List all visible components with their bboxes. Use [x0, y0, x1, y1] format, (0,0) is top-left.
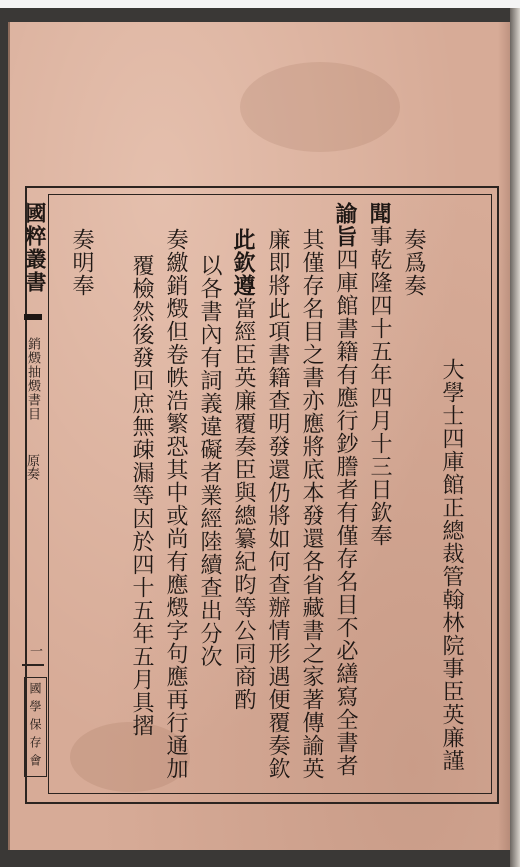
column-text: 奏明奉: [69, 228, 94, 297]
text-column-11: [70, 228, 92, 297]
section-title: 原奏: [24, 454, 39, 480]
fish-tail-mark: [24, 314, 42, 320]
paper-stain: [240, 62, 400, 152]
scan-right-edge: [510, 8, 520, 867]
column-text: 覆檢然後發回庶無疎漏等因於四十五年五月具摺: [129, 254, 154, 737]
column-text: 其僅存名目之書亦應將底本發還各省藏書之家著傳諭英: [299, 228, 324, 780]
elevated-term: 諭旨: [332, 202, 358, 248]
scan-top-border: [0, 0, 520, 8]
text-column-5: [300, 228, 322, 780]
text-column-3: [368, 202, 390, 547]
text-column-8: [198, 254, 220, 668]
text-column-4: [334, 202, 356, 777]
text-column-zou-wei: [402, 228, 424, 297]
series-title: 國粹叢書: [23, 202, 48, 294]
text-column-9: [164, 228, 186, 780]
column-text: 以各書內有詞義違礙者業經陸續查出分次: [197, 254, 222, 668]
column-text: 事乾隆四十五年四月十三日欽奉: [367, 225, 392, 547]
column-text: 大學士四庫館正總裁管翰林院事臣英廉謹: [439, 358, 464, 772]
book-title: 銷燬抽燬書目: [25, 337, 40, 421]
column-text: 廉即將此項書籍查明發還仍將如何查辦情形遇便覆奏欽: [265, 228, 290, 780]
column-text: 奏繳銷燬但卷帙浩繁恐其中或尚有應燬字句應再行通加: [163, 228, 188, 780]
column-text: 四庫館書籍有應行鈔謄者有僅存名目不必繕寫全書者: [333, 248, 358, 777]
text-column-10: [130, 254, 152, 737]
column-text: 當經臣英廉覆奏臣與總纂紀昀等公同商酌: [231, 297, 256, 711]
folio-number: 一: [27, 644, 42, 657]
book-leaf: [8, 22, 514, 850]
text-column-heading: [440, 358, 462, 772]
text-column-7: [232, 228, 254, 711]
column-text: 奏爲奏: [401, 228, 426, 297]
elevated-term: 此欽遵: [230, 228, 256, 297]
publisher-imprint: 國學保存會: [24, 677, 47, 777]
margin-separator: [22, 664, 44, 666]
elevated-term: 聞: [366, 202, 392, 225]
text-column-6: [266, 228, 288, 780]
